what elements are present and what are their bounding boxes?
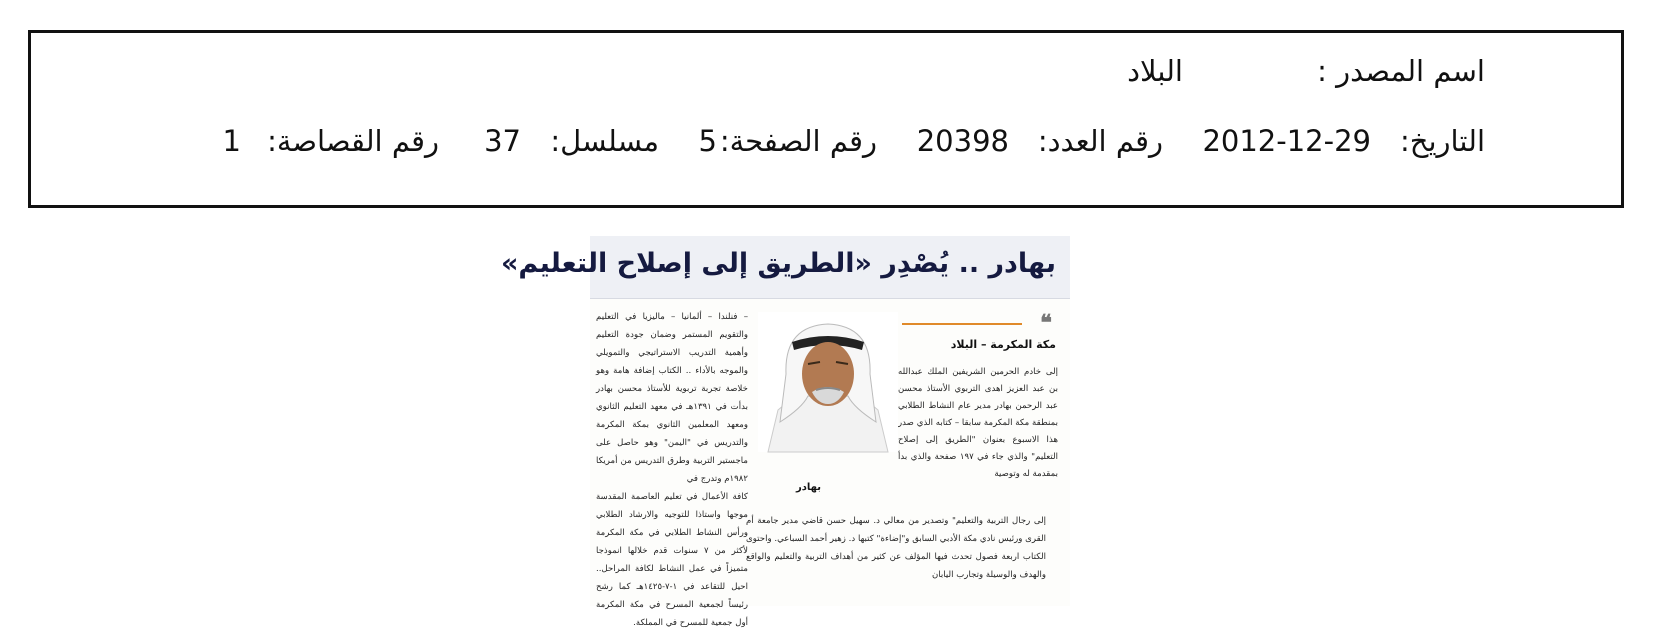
article-column-left: – فنلندا – ألمانيا – ماليزيا في التعليم والتقويم المستمر وضمان جودة التعليم وأهمية التدريب الاستراتيجي والتمويلي والموجه بالأداء .. الكتاب إضافة هامة وهو خلاصة تجربة تربوية للأستاذ محسن بهادر بدأت في ١٣٩١هـ في معهد التعليم الثانوي ومعهد المعلمين الثانوي بمكة المكرمة والتدريس في "اليمن" وهو حاصل على ماجستير التربية وطرق التدريس من أمريكا ١٩٨٢م وتدرج في	[596, 312, 748, 484]
clip-label: رقم القصاصة:	[267, 124, 439, 158]
author-photo	[758, 312, 898, 452]
article-column-bottom-left: كافة الأعمال في تعليم العاصمة المقدسة موجها واستاذا للتوجيه والارشاد الطلابي ورأس النشاط الطلابي في مكة المكرمة لأكثر من ٧ سنوات قدم خلالها انموذجا متميزاً في عمل النشاط لكافة المراحل.. احيل للتقاعد في ١-٧-١٤٢٥هـ كما رشح رئيساً لجمعية المسرح في مكة المكرمة أول جمعية للمسرح في المملكة.	[596, 492, 748, 628]
page-label: رقم الصفحة:	[719, 124, 877, 158]
article-column-bottom: إلى رجال التربية والتعليم" وتصدير من معالي د. سهيل حسن قاضي مدير جامعة أم القرى ورئيس نادي مكة الأدبي السابق و"إضاءة" كتبها د. زهير أحمد السباعي. واحتوى الكتاب اربعة فصول تحدث فيها المؤلف عن كثير من أهداف التربية والتعليم والواقع والهدف والوسيلة وتجارب اليابان	[746, 516, 1046, 580]
source-info-box	[28, 30, 1624, 208]
photo-caption: بهادر	[796, 482, 821, 493]
article-dateline: مكة المكرمة – البلاد	[950, 338, 1056, 351]
date-value: 2012-12-29	[1202, 124, 1371, 158]
headline-band	[500, 236, 1070, 299]
author-portrait-image	[758, 312, 898, 452]
quote-icon: ❝	[1040, 310, 1052, 336]
issue-label: رقم العدد:	[1037, 124, 1163, 158]
source-value: البلاد	[1127, 54, 1183, 88]
article-column-right: إلى خادم الحرمين الشريفين الملك عبدالله بن عبد العزيز اهدى التربوي الأستاذ محسن عبد الرحمن بهادر مدير عام النشاط الطلابي بمنطقة مكة المكرمة سابقا – كتابه الذي صدر هذا الاسبوع بعنوان "الطريق إلى إصلاح التعليم" والذي جاء في ١٩٧ صفحة والذي بدأ بمقدمة له وتوصية	[898, 367, 1058, 479]
article-headline: بهادر .. يُصْدِر «الطريق إلى إصلاح التعليم»	[500, 248, 1056, 279]
issue-value: 20398	[916, 124, 1009, 158]
newspaper-clipping	[500, 236, 1070, 628]
clip-value: 1	[222, 124, 241, 158]
serial-label: مسلسل:	[550, 124, 659, 158]
accent-rule	[902, 323, 1022, 325]
date-label: التاريخ:	[1399, 124, 1485, 158]
source-label: اسم المصدر :	[1317, 54, 1485, 88]
serial-value: 37	[484, 124, 521, 158]
page-value: 5	[698, 124, 717, 158]
